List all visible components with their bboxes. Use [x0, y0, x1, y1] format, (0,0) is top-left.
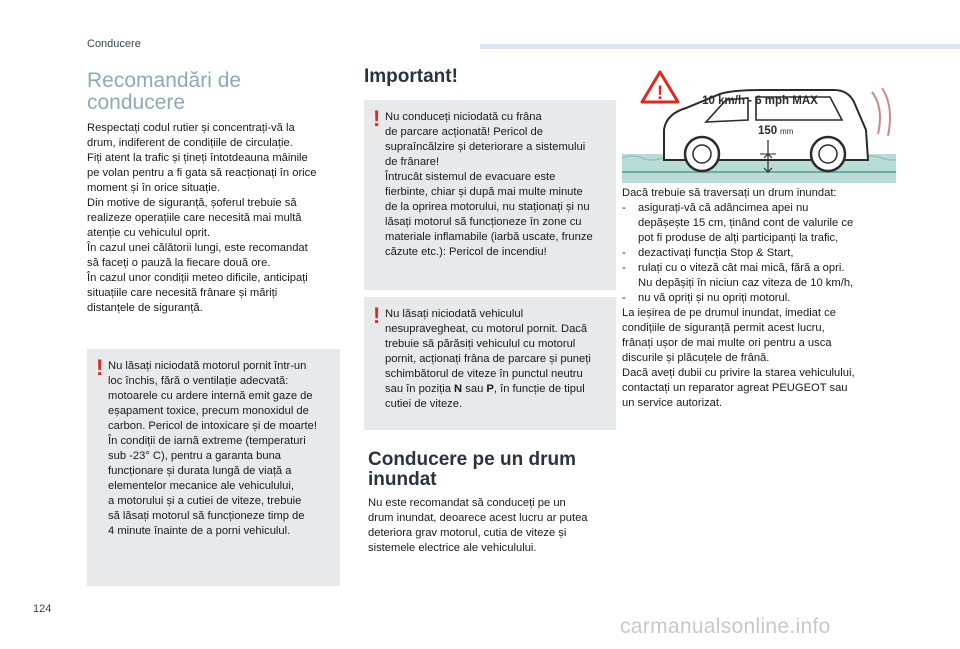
- section-title: [87, 70, 337, 114]
- text-line: funcționare și durata lungă de viață a: [108, 465, 292, 477]
- text-line: de parcare acționată! Pericol de: [385, 126, 543, 138]
- text-line: La ieșirea de pe drumul inundat, imediat ce: [622, 307, 836, 319]
- text-line: căzute etc.): Pericol de incendiu!: [385, 246, 547, 258]
- section-title-line: Recomandări de: [87, 69, 242, 92]
- text-line: asigurați-vă că adâncimea apei nu: [638, 202, 809, 214]
- text-line: nesupravegheat, cu motorul pornit. Dacă: [385, 323, 588, 335]
- text-line: În cazul unor condiții meteo dificile, anticipați: [87, 272, 308, 284]
- text-line: deteriora grav motorul, cutia de viteze și: [368, 527, 567, 539]
- list-dash: -: [622, 247, 626, 259]
- gear-n-label: N: [454, 383, 463, 395]
- text-line: Din motive de siguranță, șoferul trebuie să: [87, 197, 297, 209]
- list-item: [622, 201, 894, 246]
- text-line: [385, 382, 611, 397]
- text-line: de frânare!: [385, 156, 440, 168]
- gear-p-label: P: [486, 383, 494, 395]
- text-line: de la oprirea motorului, nu staționați și nu: [385, 201, 590, 213]
- text-line: schimbătorul de viteze în punctul neutru: [385, 368, 583, 380]
- text-line: Fiți atent la trafic și țineți întotdeauna mâinile: [87, 152, 308, 164]
- header-section-label: Conducere: [87, 38, 141, 50]
- driving-recommendations-paragraph: [87, 121, 337, 316]
- text-line: discurile și plăcuțele de frână.: [622, 352, 770, 364]
- list-item-text: [638, 201, 853, 246]
- text-line: rulați cu o viteză cât mai mică, fără a opri.: [638, 262, 845, 274]
- text-line: pornit, acționați frâna de parcare și puneți: [385, 353, 591, 365]
- text-line: pot fi produse de alți participanți la trafic,: [638, 232, 839, 244]
- text-line: drum, indiferent de condițiile de circulație.: [87, 137, 293, 149]
- text-line: cutiei de viteze.: [385, 398, 463, 410]
- warning-exclamation-icon: !: [373, 303, 381, 328]
- important-heading: Important!: [364, 66, 458, 87]
- text-line: fierbinte, chiar și după mai multe minute: [385, 186, 583, 198]
- text-line: Respectați codul rutier și concentrați-vă la: [87, 122, 295, 134]
- text-line: atenție cu vehiculul oprit.: [87, 227, 211, 239]
- text-line: situațiile care necesită frânare și măriți: [87, 287, 278, 299]
- text-line: a motorului și a cutiei de viteze, trebuie: [108, 495, 302, 507]
- flooded-road-heading: [368, 450, 608, 490]
- list-item-text: [638, 261, 853, 291]
- unattended-vehicle-warning-box: [364, 297, 616, 430]
- text-line: Nu conduceți niciodată cu frâna: [385, 111, 542, 123]
- text-line: dezactivați funcția Stop & Start,: [638, 247, 794, 259]
- text-line: sub -23° C), pentru a garanta buna: [108, 450, 282, 462]
- warning-exclamation-icon: !: [96, 355, 104, 380]
- text-line: realizeze operațiile care necesită mai multă: [87, 212, 302, 224]
- flooded-road-illustration: [622, 68, 896, 183]
- text-line: Nu lăsați niciodată vehiculul: [385, 308, 524, 320]
- car-in-water-drawing: [622, 68, 896, 183]
- depth-unit-label: mm: [780, 127, 794, 136]
- text-line: 4 minute înainte de a porni vehiculul.: [108, 525, 291, 537]
- text-line: frânați ușor de mai multe ori pentru a usca: [622, 337, 832, 349]
- engine-warning-box: [87, 349, 340, 586]
- text-line: carbon. Pericol de intoxicare și de moarte!: [108, 420, 317, 432]
- flooded-road-paragraph: [368, 496, 608, 556]
- heading-line: Conducere pe un drum: [368, 449, 576, 470]
- depth-value-label: 150: [758, 125, 778, 137]
- warning-box-text: [385, 110, 611, 260]
- warning-exclamation-icon: !: [373, 106, 381, 131]
- text-line: supraîncălzire și deteriorare a sistemului: [385, 141, 586, 153]
- flooded-road-instructions: [622, 186, 894, 411]
- site-watermark: carmanualsonline.info: [620, 615, 831, 638]
- text-line: sistemele electrice ale vehiculului.: [368, 542, 537, 554]
- text-line: Nu lăsați niciodată motorul pornit într-un: [108, 360, 307, 372]
- text-line: Nu depășiți în niciun caz viteza de 10 km/h,: [638, 277, 854, 289]
- list-item-text: [638, 246, 793, 261]
- text-line: moment și în orice situație.: [87, 182, 221, 194]
- heading-line: inundat: [368, 469, 437, 490]
- text-line: depășește 15 cm, ținând cont de valurile ce: [638, 217, 854, 229]
- text-line: pe volan pentru a fi gata să reacționați în orice: [87, 167, 317, 179]
- list-item-text: [638, 291, 790, 306]
- warning-box-text: [385, 307, 611, 412]
- text-line: trebuie să părăsiți vehiculul cu motorul: [385, 338, 576, 350]
- text-line: distanțele de siguranță.: [87, 302, 203, 314]
- page-number: 124: [33, 603, 52, 615]
- text-span: sau: [462, 383, 487, 395]
- text-line: motoarele cu ardere internă emit gaze de: [108, 390, 313, 402]
- text-line: Întrucât sistemul de evacuare este: [385, 171, 556, 183]
- text-line: În condiții de iarnă extreme (temperaturi: [108, 435, 306, 447]
- list-dash: -: [622, 262, 626, 274]
- list-item: [622, 246, 894, 261]
- list-dash: -: [622, 292, 626, 304]
- list-item: [622, 261, 894, 291]
- text-line: lăsați motorul să funcționeze în zone cu: [385, 216, 582, 228]
- parking-brake-warning-box: [364, 100, 616, 290]
- warning-box-text: [108, 359, 334, 539]
- text-span: sau în poziția: [385, 383, 455, 395]
- text-line: În cazul unei călătorii lungi, este recomandat: [87, 242, 308, 254]
- warning-triangle-mark: !: [656, 83, 664, 104]
- text-line: loc închis, fără o ventilație adecvată:: [108, 375, 289, 387]
- text-line: Dacă aveți dubii cu privire la starea vehiculului,: [622, 367, 855, 379]
- text-line: contactați un reparator agreat PEUGEOT sau: [622, 382, 848, 394]
- instructions-intro: Dacă trebuie să traversați un drum inundat:: [622, 187, 837, 199]
- list-item: [622, 291, 894, 306]
- text-line: eșapament toxice, precum monoxidul de: [108, 405, 309, 417]
- text-line: să faceți o pauză la fiecare două ore.: [87, 257, 271, 269]
- text-line: un service autorizat.: [622, 397, 723, 409]
- warning-triangle-icon: [642, 72, 678, 104]
- text-line: Nu este recomandat să conduceți pe un: [368, 497, 566, 509]
- list-dash: -: [622, 202, 626, 214]
- speed-limit-label: 10 km/h - 6 mph MAX: [702, 95, 818, 107]
- text-line: materiale inflamabile (iarbă uscate, frunze: [385, 231, 593, 243]
- text-line: drum inundat, deoarece acest lucru ar putea: [368, 512, 588, 524]
- header-bar: [480, 44, 960, 49]
- text-line: elementelor mecanice ale vehiculului,: [108, 480, 294, 492]
- text-line: condițiile de siguranță permit acest lucru,: [622, 322, 825, 334]
- section-title-line: conducere: [87, 91, 186, 114]
- text-span: , în funcție de tipul: [493, 383, 585, 395]
- text-line: să lăsați motorul să funcționeze timp de: [108, 510, 305, 522]
- text-line: nu vă opriți și nu opriți motorul.: [638, 292, 791, 304]
